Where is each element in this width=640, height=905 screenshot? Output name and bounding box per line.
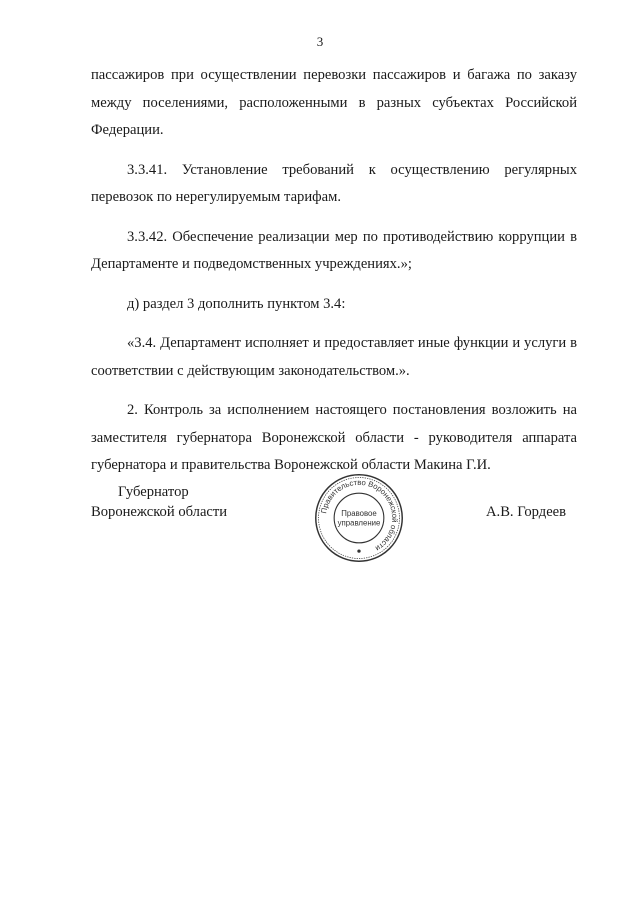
signatory-name: А.В. Гордеев [486, 504, 567, 520]
document-body [91, 62, 577, 492]
paragraph-3: 3.3.42. Обеспечение реализации мер по противодействию коррупции в Департаменте и подведомственных учреждениях.»; [91, 228, 577, 272]
seal-center-line1: Правовое [341, 509, 377, 519]
signature-block [0, 478, 640, 568]
page-number: 3 [316, 34, 324, 49]
official-seal-stamp [313, 472, 405, 564]
paragraph-6: 2. Контроль за исполнением настоящего постановления возложить на заместителя губернатора Воронежской области - руководителя аппарата губернатора и правительства Воронежской области Макина Г.И. [91, 402, 577, 473]
signatory-title [91, 482, 227, 522]
signatory-title-line2: Воронежской области [91, 504, 228, 520]
seal-center-line2: управление [337, 518, 381, 528]
signatory-title-line1: Губернатор [118, 484, 189, 500]
paragraph-2: 3.3.41. Установление требований к осуществлению регулярных перевозок по нерегулируемым тарифам. [91, 161, 577, 205]
paragraph-4: д) раздел 3 дополнить пунктом 3.4: [127, 295, 346, 312]
seal-star-mark [357, 549, 360, 552]
paragraph-1: пассажиров при осуществлении перевозки пассажиров и багажа по заказу между поселениями, расположенными в разных субъектах Российской Федерации. [91, 67, 577, 138]
paragraph-5: «3.4. Департамент исполняет и предоставляет иные функции и услуги в соответствии с действующим законодательством.». [91, 335, 577, 379]
seal-ring-textpath: Правительство Воронежской области [319, 477, 400, 554]
